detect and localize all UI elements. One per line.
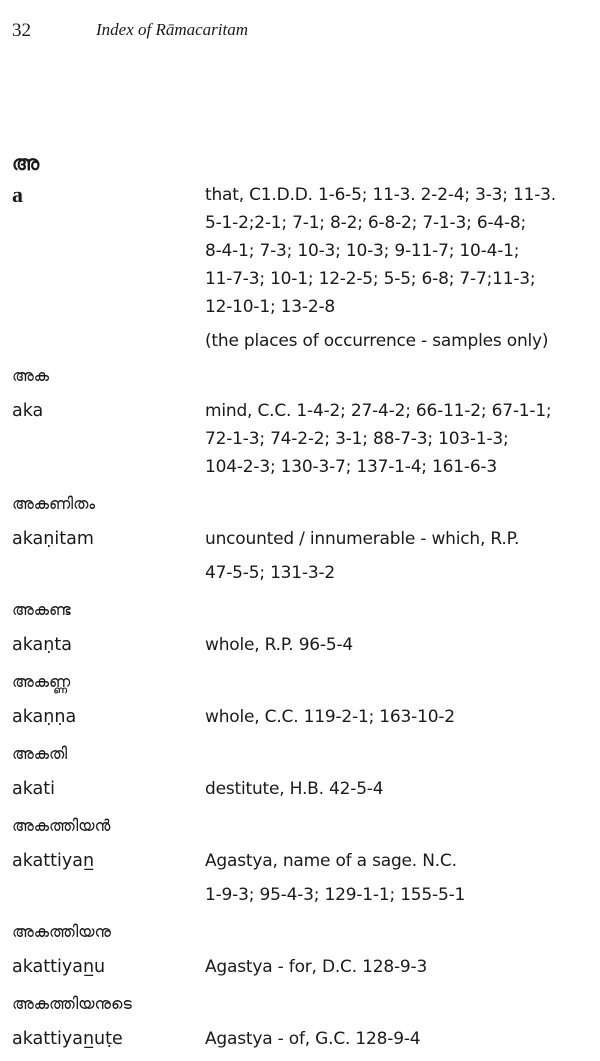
entry-meaning [205,703,594,731]
meaning-line: 72-1-3; 74-2-2; 3-1; 88-7-3; 103-1-3; [205,429,509,449]
page-number: 32 [12,20,31,41]
meaning-line: Agastya - of, G.C. 128-9-4 [205,1029,421,1049]
meaning-line: Agastya, name of a sage. N.C. [205,851,457,871]
meaning-line: 8-4-1; 7-3; 10-3; 10-3; 9-11-7; 10-4-1; [205,241,520,261]
index-entry [12,631,594,659]
index-entry [12,525,594,587]
headword: akattiyan̲u [12,957,106,977]
meaning-line: destitute, H.B. 42-5-4 [205,779,384,799]
entry-meaning [205,953,594,981]
headword: akattiyan̲ [12,851,95,871]
headword: a [12,182,23,207]
index-entry [12,181,594,355]
meaning-line: 12-10-1; 13-2-8 [205,297,336,317]
malayalam-headword: അകണ്ണ [12,672,71,691]
index-content [12,151,594,1061]
index-entry [12,847,594,909]
meaning-line: 5-1-2;2-1; 7-1; 8-2; 6-8-2; 7-1-3; 6-4-8; [205,213,527,233]
meaning-line: whole, C.C. 119-2-1; 163-10-2 [205,707,455,727]
meaning-line: uncounted / innumerable - which, R.P. [205,529,520,549]
headword: akati [12,779,55,799]
headword: aka [12,401,44,421]
meaning-line: 1-9-3; 95-4-3; 129-1-1; 155-5-1 [205,885,466,905]
malayalam-headword: അകത്തിയൻ [12,816,111,835]
headword: akaṇṇa [12,707,77,727]
entry-meaning [205,397,594,481]
entry-meaning [205,1025,594,1053]
meaning-line: 104-2-3; 130-3-7; 137-1-4; 161-6-3 [205,457,497,477]
running-header [12,20,592,48]
meaning-line: 47-5-5; 131-3-2 [205,563,336,583]
malayalam-headword: അകതി [12,744,68,763]
meaning-note: (the places of occurrence - samples only) [205,331,549,351]
entry-meaning [205,631,594,659]
meaning-line: that, C1.D.D. 1-6-5; 11-3. 2-2-4; 3-3; 11-3. [205,185,556,205]
entry-meaning [205,181,594,355]
index-entry [12,397,594,481]
meaning-line: mind, C.C. 1-4-2; 27-4-2; 66-11-2; 67-1-1; [205,401,552,421]
index-entry [12,703,594,731]
running-head-title: Index of Rāmacaritam [96,20,249,39]
index-entry [12,775,594,803]
entry-meaning [205,847,594,909]
meaning-line: 11-7-3; 10-1; 12-2-5; 5-5; 6-8; 7-7;11-3; [205,269,536,289]
index-entry [12,1025,594,1053]
malayalam-headword: അക [12,366,50,385]
meaning-line: Agastya - for, D.C. 128-9-3 [205,957,428,977]
section-letter: അ [12,151,40,175]
entry-meaning [205,525,594,587]
headword: akattiyan̲uṭe [12,1029,123,1049]
malayalam-headword: അകണ്ട [12,600,71,619]
index-entry [12,953,594,981]
malayalam-headword: അകത്തിയനുടെ [12,994,132,1013]
headword: akaṇta [12,635,72,655]
meaning-line: whole, R.P. 96-5-4 [205,635,354,655]
malayalam-headword: അകണിതം [12,494,96,513]
entry-meaning [205,775,594,803]
headword: akaṇitam [12,529,94,549]
malayalam-headword: അകത്തിയനു [12,922,111,941]
